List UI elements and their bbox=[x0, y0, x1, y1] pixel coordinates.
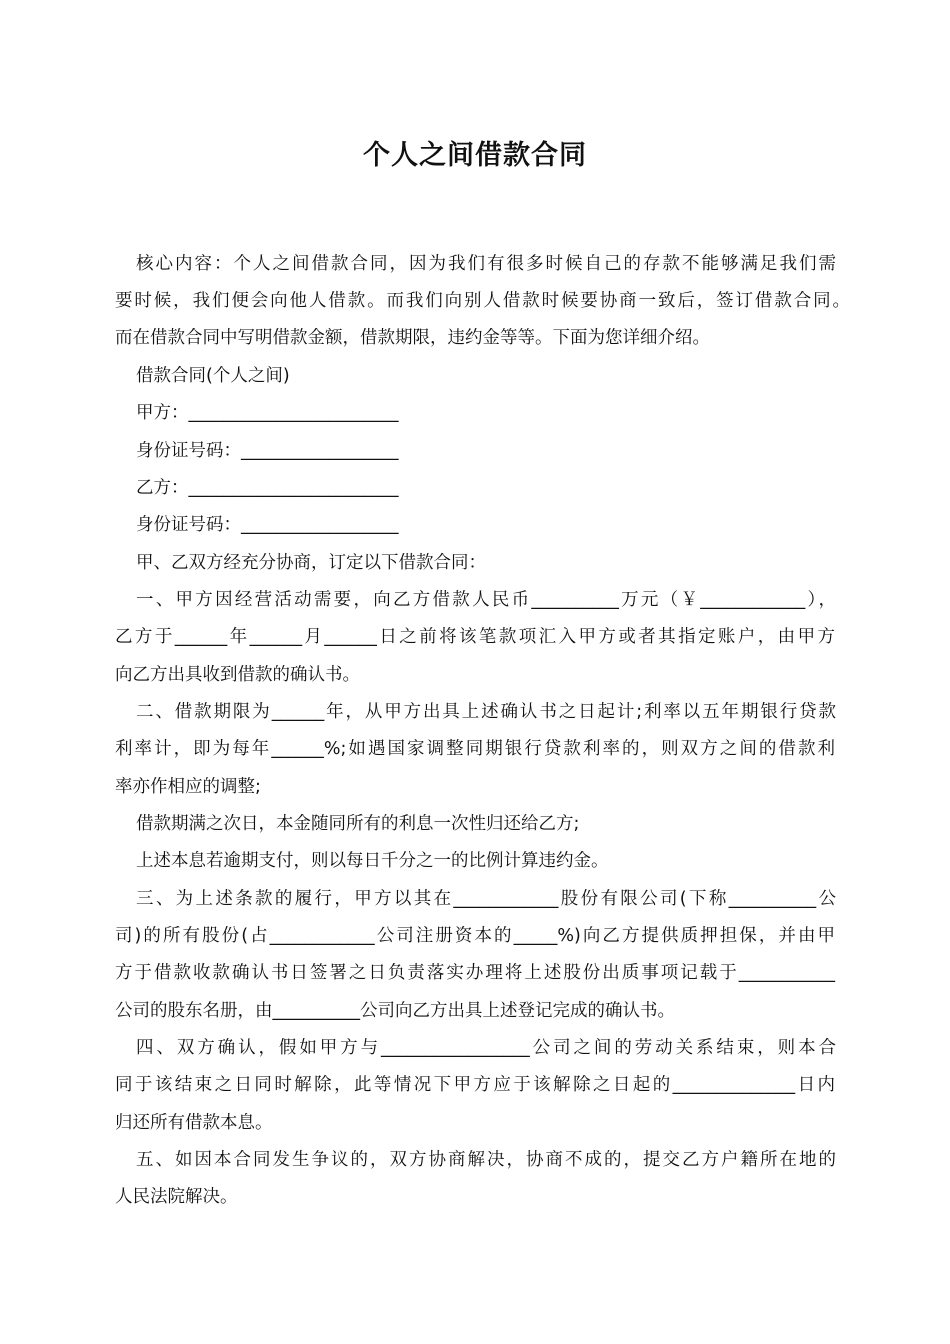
clause-line: 司)的所有股份(占____________公司注册资本的_____%)向乙方提供质押担保，并由甲 bbox=[115, 926, 835, 946]
clause-line: 人民法院解决。 bbox=[115, 1187, 238, 1207]
paragraph-line: 要时候，我们便会向他人借款。而我们向别人借款时候要协商一致后，签订借款合同。 bbox=[115, 291, 850, 311]
clause-line: 归还所有借款本息。 bbox=[115, 1113, 273, 1133]
clause-line: 率亦作相应的调整; bbox=[115, 777, 261, 797]
clause-line: 公司的股东名册，由__________公司向乙方出具上述登记完成的确认书。 bbox=[115, 1001, 675, 1021]
party-b-field: 乙方：________________________ bbox=[136, 478, 399, 498]
party-b-id-field: 身份证号码：__________________ bbox=[136, 515, 399, 535]
clause-line: 二、借款期限为______年，从甲方出具上述确认书之日起计;利率以五年期银行贷款 bbox=[136, 702, 836, 722]
clause-line: 向乙方出具收到借款的确认书。 bbox=[115, 665, 360, 685]
subtitle-line: 借款合同(个人之间) bbox=[136, 366, 290, 386]
clause-line: 五、如因本合同发生争议的，双方协商解决，协商不成的，提交乙方户籍所在地的 bbox=[136, 1150, 836, 1170]
party-a-id-field: 身份证号码：__________________ bbox=[136, 441, 399, 461]
clause-line: 同于该结束之日同时解除，此等情况下甲方应于该解除之日起的______________日内 bbox=[115, 1075, 835, 1095]
paragraph-line: 而在借款合同中写明借款金额，借款期限，违约金等等。下面为您详细介绍。 bbox=[115, 328, 710, 348]
clause-line: 乙方于______年______月______日之前将该笔款项汇入甲方或者其指定账户，由甲方 bbox=[115, 627, 835, 647]
party-a-field: 甲方：________________________ bbox=[136, 403, 399, 423]
clause-line: 利率计，即为每年______%;如遇国家调整同期银行贷款利率的，则双方之间的借款利 bbox=[115, 739, 835, 759]
paragraph-line: 甲、乙双方经充分协商，订定以下借款合同： bbox=[136, 553, 486, 573]
paragraph-line: 核心内容：个人之间借款合同，因为我们有很多时候自己的存款不能够满足我们需 bbox=[136, 254, 836, 274]
document-title: 个人之间借款合同 bbox=[363, 140, 587, 171]
clause-line: 借款期满之次日，本金随同所有的利息一次性归还给乙方; bbox=[136, 814, 580, 834]
clause-line: 方于借款收款确认书日签署之日负责落实办理将上述股份出质事项记载于___________ bbox=[115, 963, 835, 983]
clause-line: 三、为上述条款的履行，甲方以其在____________股份有限公司(下称__________公 bbox=[136, 889, 836, 909]
clause-line: 上述本息若逾期支付，则以每日千分之一的比例计算违约金。 bbox=[136, 851, 609, 871]
clause-line: 一、甲方因经营活动需要，向乙方借款人民币__________万元（￥____________）， bbox=[136, 590, 836, 610]
clause-line: 四、双方确认，假如甲方与_________________公司之间的劳动关系结束，则本合 bbox=[136, 1038, 836, 1058]
